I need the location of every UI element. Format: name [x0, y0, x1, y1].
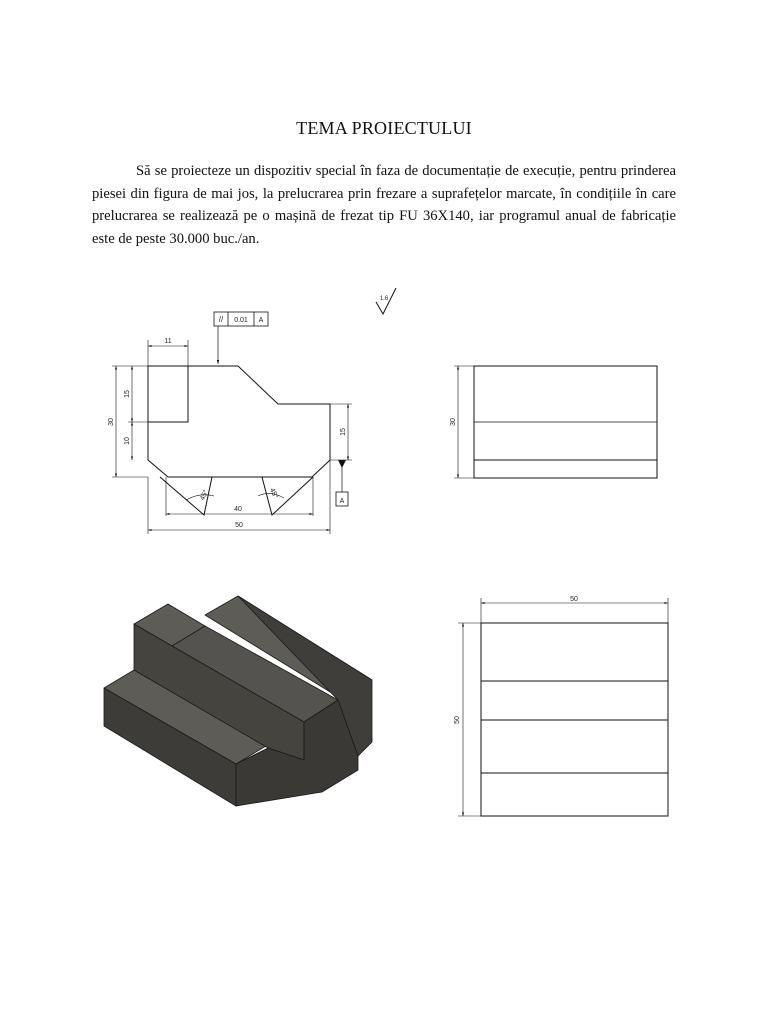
dim-text-angle-left: 45°: [199, 489, 211, 502]
roughness-value: 1.6: [379, 296, 389, 302]
tolerance-value: 0.01: [234, 317, 248, 324]
dim-text-10: 10: [124, 437, 131, 445]
dim-text-15-right: 15: [340, 428, 347, 436]
top-dim-text-width: 50: [570, 596, 578, 603]
dim-text-50: 50: [235, 522, 243, 529]
datum-label: A: [339, 498, 345, 505]
vee-right: [262, 477, 313, 515]
dim-text-30-left: 30: [108, 418, 115, 426]
top-dim-text-height: 50: [454, 716, 461, 724]
dim-text-angle-right: 45°: [267, 487, 279, 500]
side-dim-text-30: 30: [450, 418, 457, 426]
task-paragraph-text: Să se proiecteze un dispozitiv special în faza de documentație de execuție, pentru prinderea piesei din figura de mai jos, la prelucrarea prin frezare a suprafețelor marcate, în condițiile în care prelucrarea se realizează pe o mașină de frezat tip FU 36X140, iar programul anual de fabricație este de peste 30.000 buc./an.: [92, 163, 676, 247]
dim-text-11: 11: [164, 338, 172, 345]
isometric-view: [104, 596, 372, 806]
front-view: [112, 288, 396, 534]
dim-text-15-left: 15: [124, 390, 131, 398]
page-title: TEMA PROIECTULUI: [296, 118, 472, 138]
top-view: [458, 598, 668, 816]
dim-text-40: 40: [234, 506, 242, 513]
pocket-edge: [148, 366, 188, 422]
tolerance-symbol: //: [218, 315, 224, 324]
side-view: [454, 366, 657, 478]
tolerance-datum: A: [258, 317, 264, 324]
